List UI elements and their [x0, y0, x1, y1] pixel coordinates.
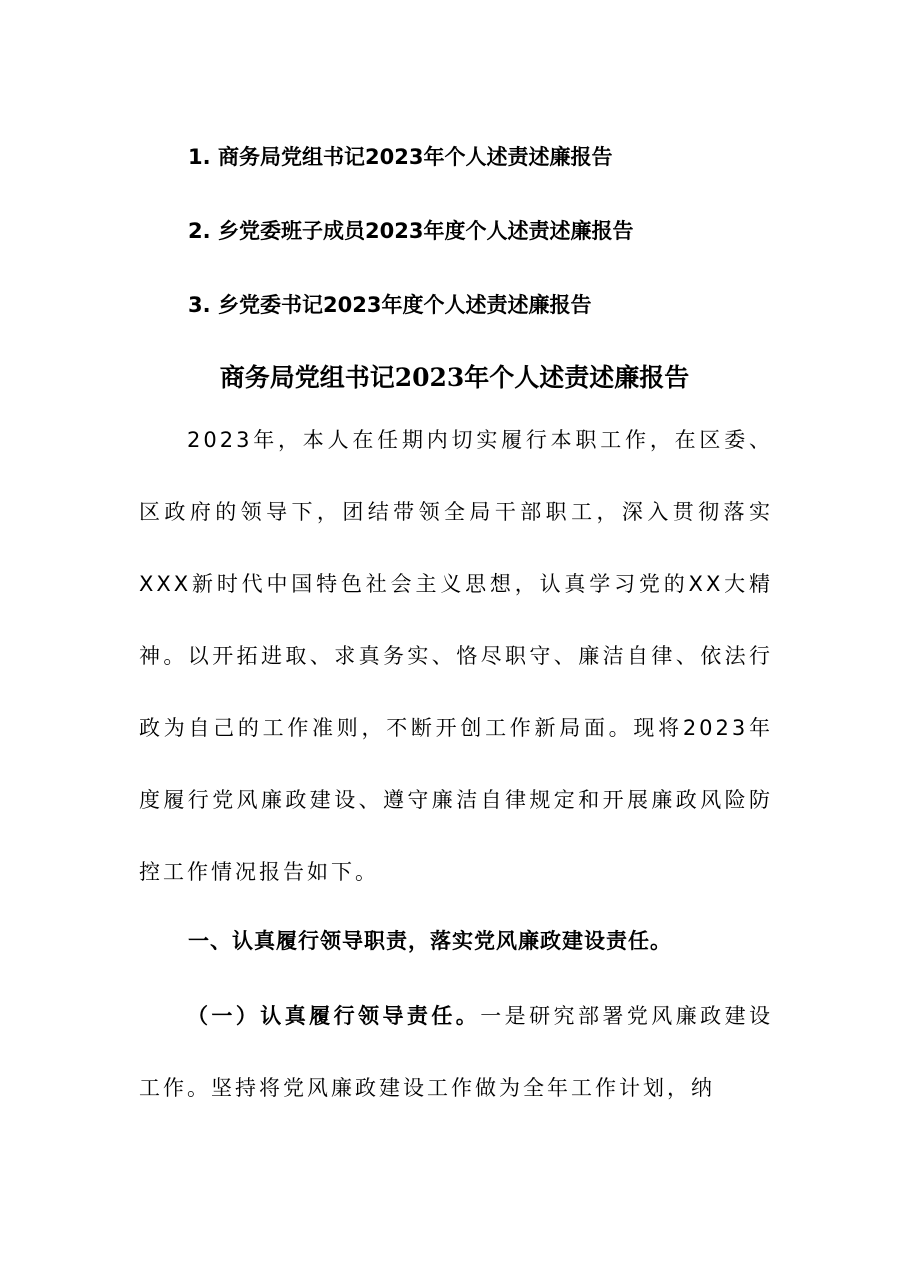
section-heading-1: 一、认真履行领导职责，落实党风廉政建设责任。 — [188, 929, 672, 953]
toc-text: 商务局党组书记2023年个人述责述廉报告 — [218, 145, 613, 169]
toc-text: 乡党委书记2023年度个人述责述廉报告 — [218, 293, 592, 317]
toc-item-2[interactable] — [188, 216, 633, 246]
toc-item-3[interactable] — [188, 290, 591, 320]
toc-number: 2. — [188, 219, 211, 243]
intro-paragraph: 2023年，本人在任期内切实履行本职工作，在区委、区政府的领导下，团结带领全局干部职工，深入贯彻落实XXX新时代中国特色社会主义思想，认真学习党的XX大精神。以开拓进取、求真务实、恪尽职守、廉洁自律、依法行政为自己的工作准则，不断开创工作新局面。现将2023年度履行党风廉政建设、遵守廉洁自律规定和开展廉政风险防控工作情况报告如下。 — [139, 428, 773, 884]
toc-text: 乡党委班子成员2023年度个人述责述廉报告 — [218, 219, 634, 243]
toc-number: 1. — [188, 145, 211, 169]
subsection-paragraph-1 — [139, 980, 773, 1124]
toc-item-1[interactable] — [188, 142, 612, 172]
subsection-heading-1: （一）认真履行领导责任。 — [187, 1004, 481, 1028]
toc-number: 3. — [188, 293, 211, 317]
subsection-text-1: 一是研究部署党风廉政建设工作。坚持将党风廉政建设工作做为全年工作计划，纳 — [139, 1004, 774, 1100]
document-title: 商务局党组书记2023年个人述责述廉报告 — [219, 363, 690, 392]
